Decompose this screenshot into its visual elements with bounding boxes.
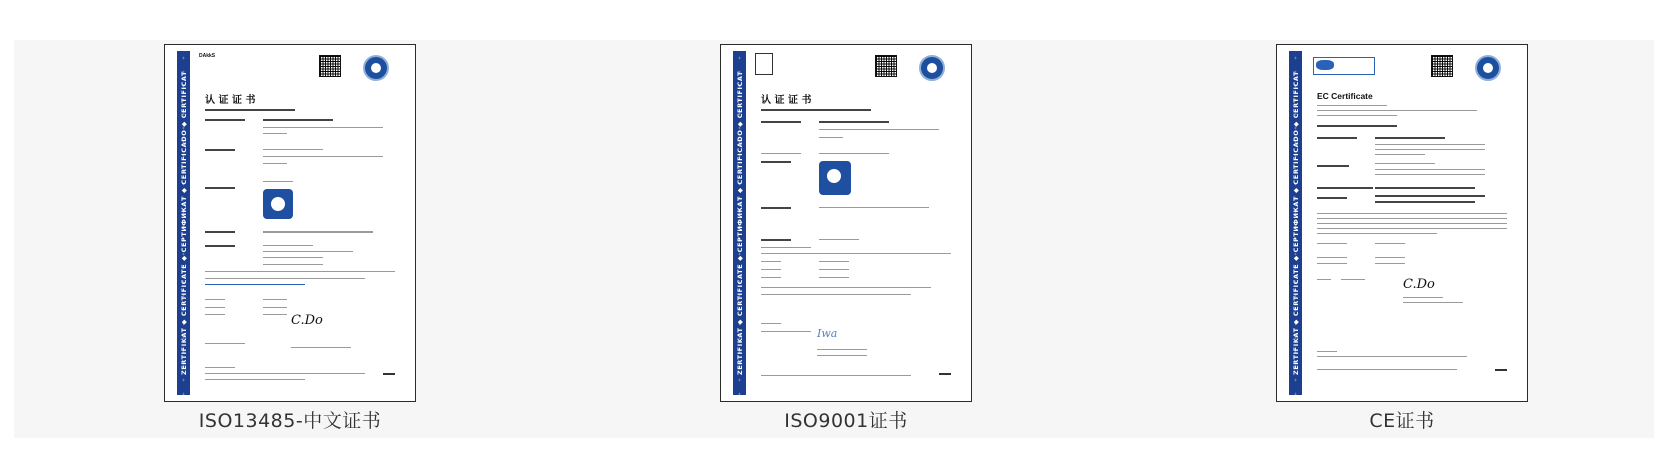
signature: C.Do: [291, 313, 323, 328]
certificate-side-strip: [177, 51, 190, 395]
certificate-caption: ISO9001证书: [784, 410, 908, 432]
certificate-ce[interactable]: [1276, 44, 1528, 433]
certificate-caption: CE证书: [1369, 410, 1435, 432]
certificate-side-strip: [1289, 51, 1302, 395]
qr-code-icon: [1431, 55, 1453, 77]
qr-code-icon: [875, 55, 897, 77]
qr-code-icon: [319, 55, 341, 77]
tuv-logo-icon: [919, 55, 945, 81]
accreditation-logo-icon: [755, 53, 773, 75]
certificate-iso9001[interactable]: [720, 44, 972, 433]
tuv-seal-icon: [819, 161, 851, 195]
dakks-logo: DAkkS: [199, 53, 216, 59]
notified-body-logo-icon: [1313, 57, 1375, 75]
certificate-side-strip: [733, 51, 746, 395]
strip-text: ZERTIFIKAT ◆ CERTIFICATE ◆ СЕРТИФИКАТ ◆ CERTIFICADO ◆ CERTIFICAT: [179, 70, 188, 376]
tuv-seal-icon: [263, 189, 293, 219]
certificate-image[interactable]: [1276, 44, 1528, 402]
signature: C.Do: [1403, 277, 1435, 292]
strip-text: ZERTIFIKAT ◆ CERTIFICATE ◆ СЕРТИФИКАТ ◆ CERTIFICADO ◆ CERTIFICAT: [1291, 70, 1300, 376]
tuv-logo-icon: [363, 55, 389, 81]
certificate-heading: 认 证 证 书: [205, 95, 256, 106]
certificate-image[interactable]: [720, 44, 972, 402]
certificate-heading: 认 证 证 书: [761, 95, 812, 106]
certificate-heading: EC Certificate: [1317, 91, 1373, 101]
certificate-image[interactable]: [164, 44, 416, 402]
strip-text: ZERTIFIKAT ◆ CERTIFICATE ◆ СЕРТИФИКАТ ◆ CERTIFICADO ◆ CERTIFICAT: [735, 70, 744, 376]
certificate-caption: ISO13485-中文证书: [198, 410, 382, 432]
signature: Iwa: [817, 327, 838, 340]
tuv-logo-icon: [1475, 55, 1501, 81]
certificate-iso13485[interactable]: [164, 44, 416, 433]
